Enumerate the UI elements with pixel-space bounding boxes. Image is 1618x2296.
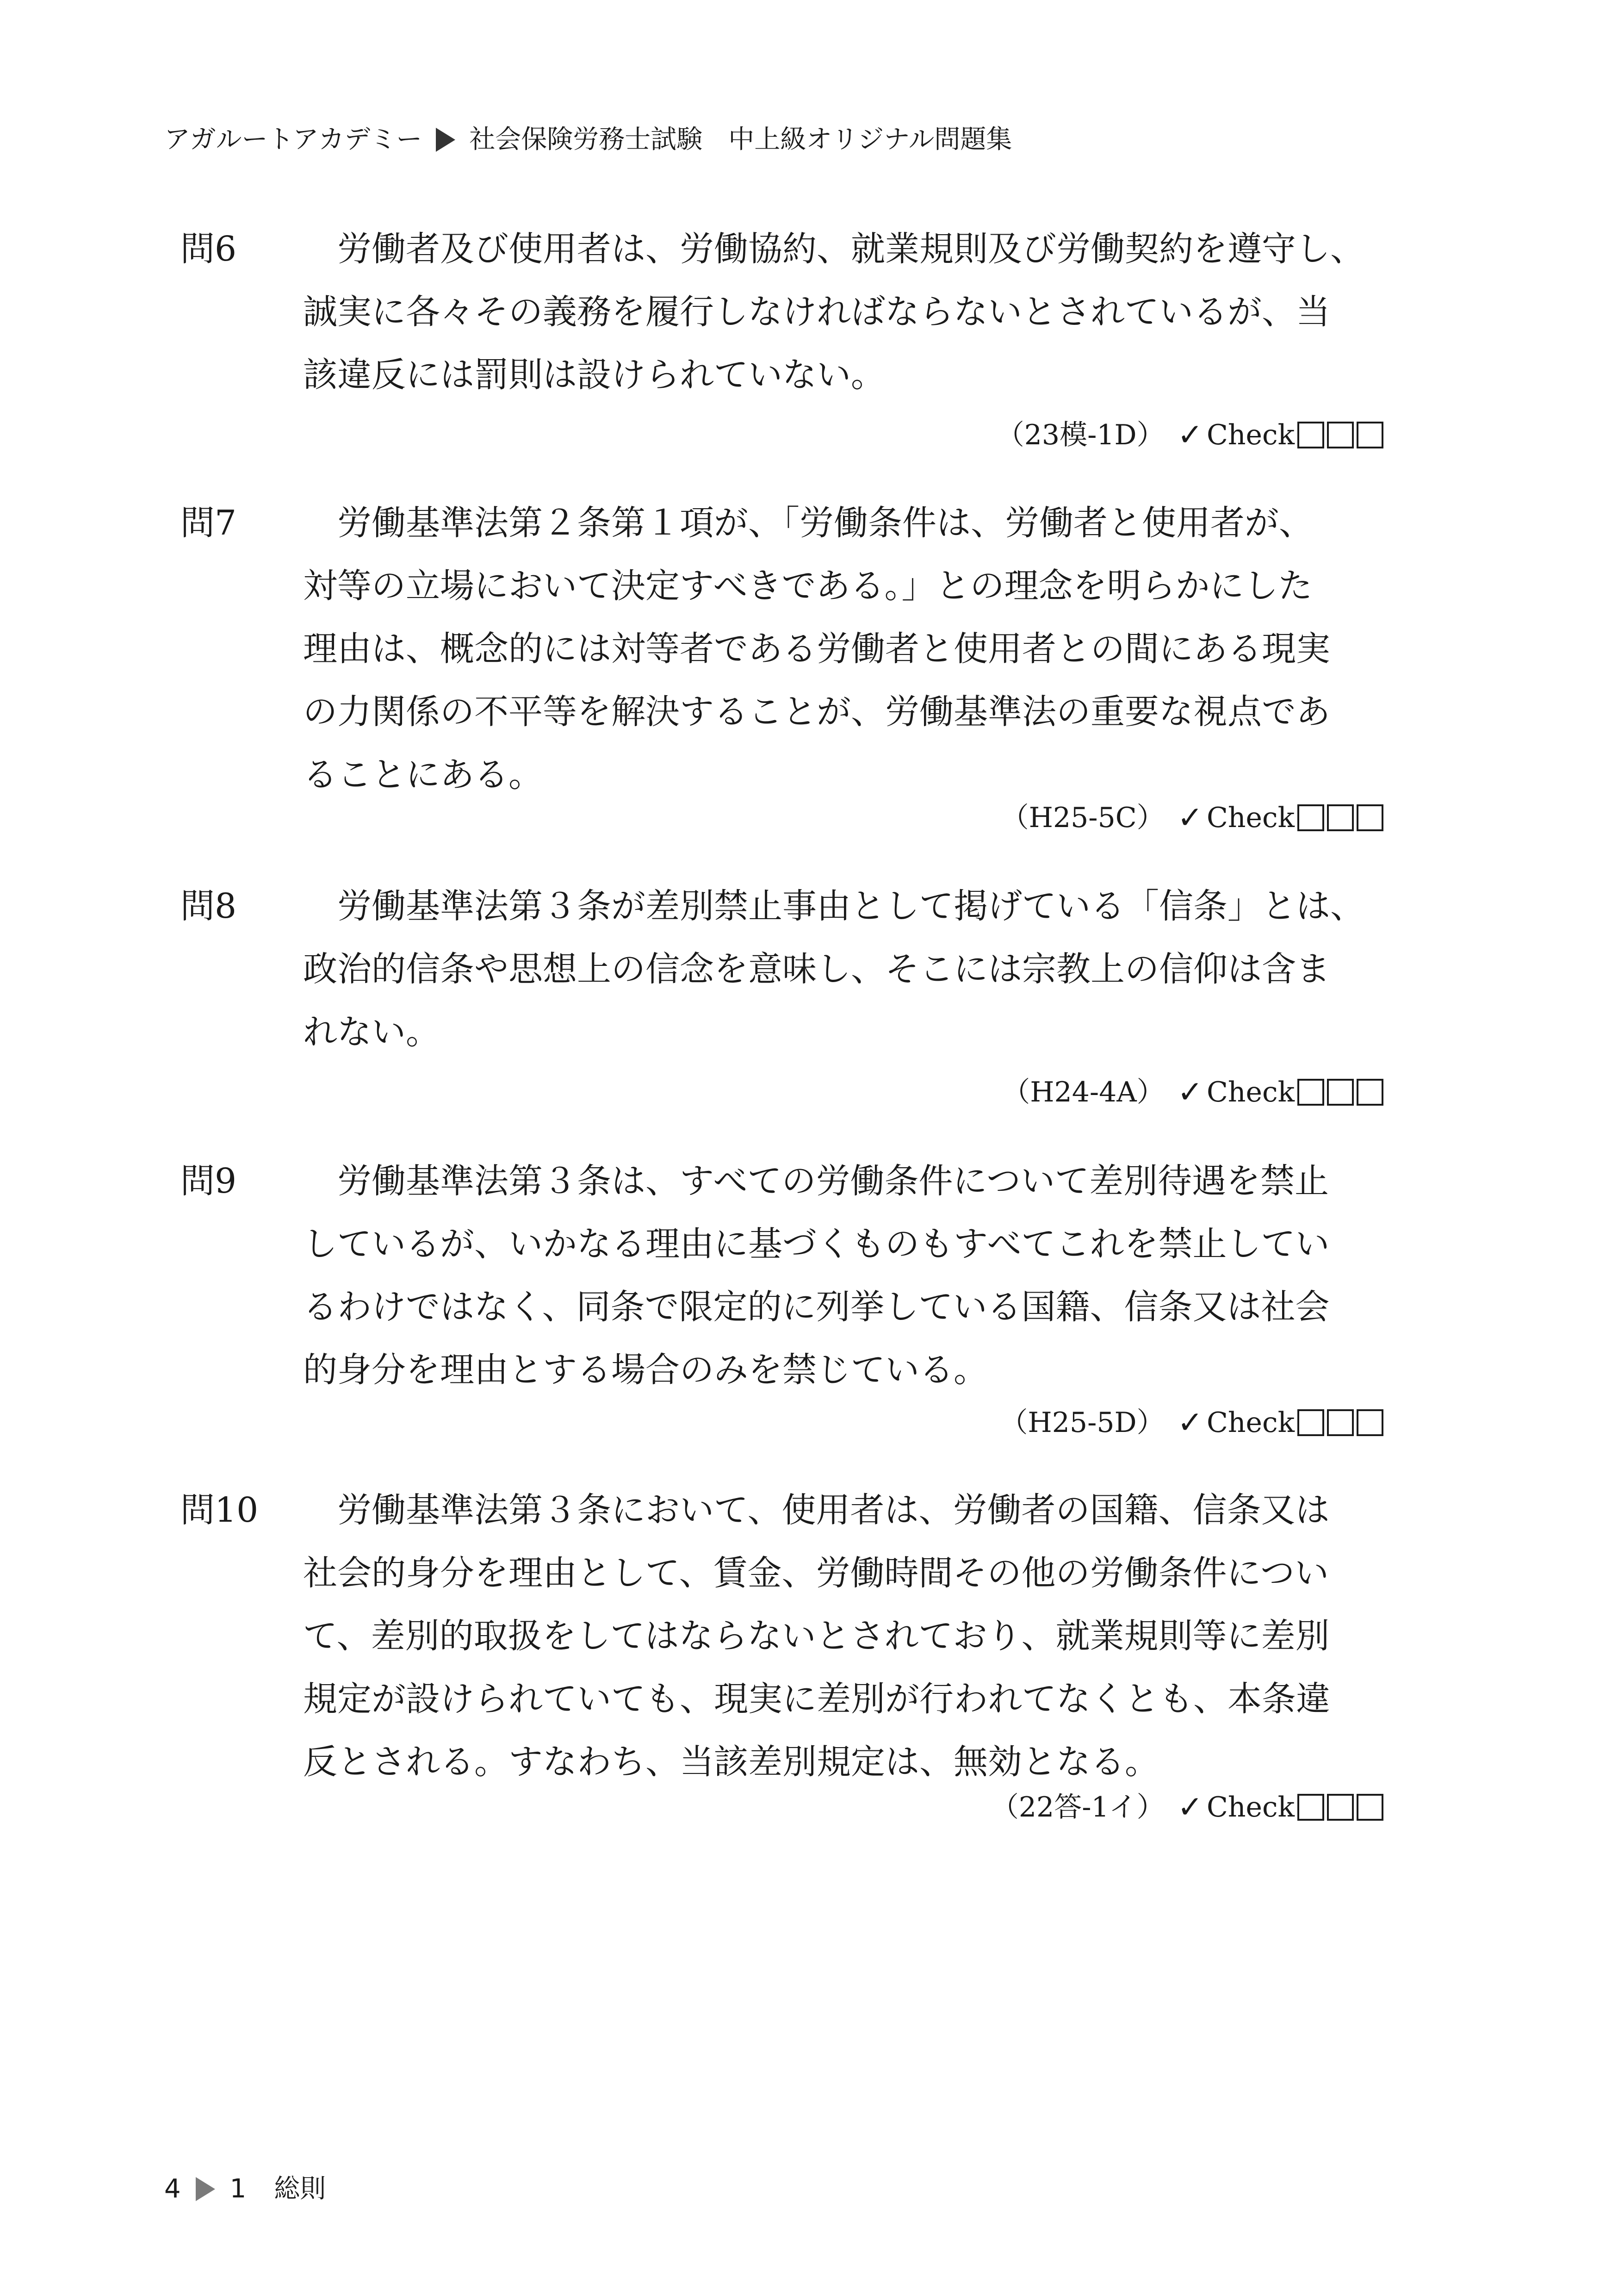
question-line: れない。 [303,1012,440,1052]
check-box-1[interactable] [1297,1409,1324,1436]
header-publisher: アガルートアカデミー [164,124,422,155]
question-line: 社会的身分を理由として、賃金、労働時間その他の労働条件につい [303,1553,1329,1593]
question-line: て、差別的取扱をしてはならないとされており、就業規則等に差別 [303,1616,1330,1656]
check-label: Check [1206,1791,1295,1823]
check-row [1002,1074,1383,1111]
source-reference: （22答-1イ） [991,1791,1165,1823]
question-line: 対等の立場において決定すべきである。」との理念を明らかにした [303,566,1313,606]
question-text [303,875,1376,1064]
question-number: 問8 [180,886,237,926]
question-line: ることにある。 [303,755,543,795]
check-box-1[interactable] [1297,1794,1324,1821]
check-box-1[interactable] [1297,422,1324,448]
check-box-2[interactable] [1327,804,1354,831]
check-box-1[interactable] [1297,1079,1324,1106]
question-line: 的身分を理由とする場合のみを禁じている。 [303,1350,988,1390]
checkmark-icon: ✓ [1177,1405,1203,1440]
source-reference: （H24-4A） [1002,1076,1165,1108]
check-row [991,1789,1383,1826]
running-footer [164,2171,326,2208]
question-line: 労働基準法第３条において、使用者は、労働者の国籍、信条又は [337,1490,1330,1530]
check-label: Check [1206,802,1295,834]
running-header [164,121,1012,158]
check-label: Check [1206,419,1295,451]
check-row [1000,1404,1383,1441]
check-row [997,417,1383,454]
question-text [303,492,1376,806]
question-text [303,1150,1376,1401]
check-row [1001,799,1383,836]
question-line: るわけではなく、同条で限定的に列挙している国籍、信条又は社会 [303,1287,1330,1327]
chapter-number: 1 [229,2174,247,2204]
check-box-3[interactable] [1357,804,1383,831]
check-box-2[interactable] [1327,1409,1354,1436]
header-title: 社会保険労務士試験 中上級オリジナル問題集 [469,124,1012,155]
question-line: 労働基準法第３条は、すべての労働条件について差別待遇を禁止 [337,1161,1329,1201]
question-line: 政治的信条や思想上の信念を意味し、そこには宗教上の信仰は含ま [303,949,1330,989]
check-label: Check [1206,1076,1295,1108]
question-line: 労働基準法第２条第１項が、「労働条件は、労働者と使用者が、 [337,503,1313,543]
check-box-3[interactable] [1357,1794,1383,1821]
question-text [303,218,1376,406]
source-reference: （H25-5C） [1001,802,1165,834]
question-text [303,1479,1376,1793]
question-line: 労働基準法第３条が差別禁止事由として掲げている「信条」とは、 [337,886,1364,926]
checkmark-icon: ✓ [1177,1789,1203,1825]
question-line: の力関係の不平等を解決することが、労働基準法の重要な視点であ [303,692,1330,732]
question-line: 理由は、概念的には対等者である労働者と使用者との間にある現実 [303,629,1330,669]
question-line: 規定が設けられていても、現実に差別が行われてなくとも、本条違 [303,1679,1330,1719]
question-number: 問9 [180,1161,237,1201]
question-number: 問7 [180,503,237,543]
check-box-2[interactable] [1327,1079,1354,1106]
question-number: 問6 [180,229,237,269]
question-number: 問10 [180,1490,259,1530]
triangle-right-icon [196,2177,215,2201]
check-box-3[interactable] [1357,422,1383,448]
page-number: 4 [164,2174,181,2204]
question-line: 誠実に各々その義務を履行しなければならないとされているが、当 [303,292,1330,332]
check-box-2[interactable] [1327,422,1354,448]
check-label: Check [1206,1406,1295,1439]
check-box-3[interactable] [1357,1079,1383,1106]
triangle-right-icon [436,128,455,152]
checkmark-icon: ✓ [1177,1074,1203,1110]
checkmark-icon: ✓ [1177,800,1203,835]
check-box-2[interactable] [1327,1794,1354,1821]
source-reference: （23模-1D） [996,419,1165,451]
question-line: 反とされる。すなわち、当該差別規定は、無効となる。 [303,1742,1159,1782]
question-line: しているが、いかなる理由に基づくものもすべてこれを禁止してい [303,1224,1330,1264]
check-box-1[interactable] [1297,804,1324,831]
question-line: 労働者及び使用者は、労働協約、就業規則及び労働契約を遵守し、 [337,229,1364,269]
source-reference: （H25-5D） [1000,1406,1165,1439]
chapter-title: 総則 [274,2174,326,2204]
checkmark-icon: ✓ [1177,417,1203,453]
check-box-3[interactable] [1357,1409,1383,1436]
question-line: 該違反には罰則は設けられていない。 [303,355,885,395]
